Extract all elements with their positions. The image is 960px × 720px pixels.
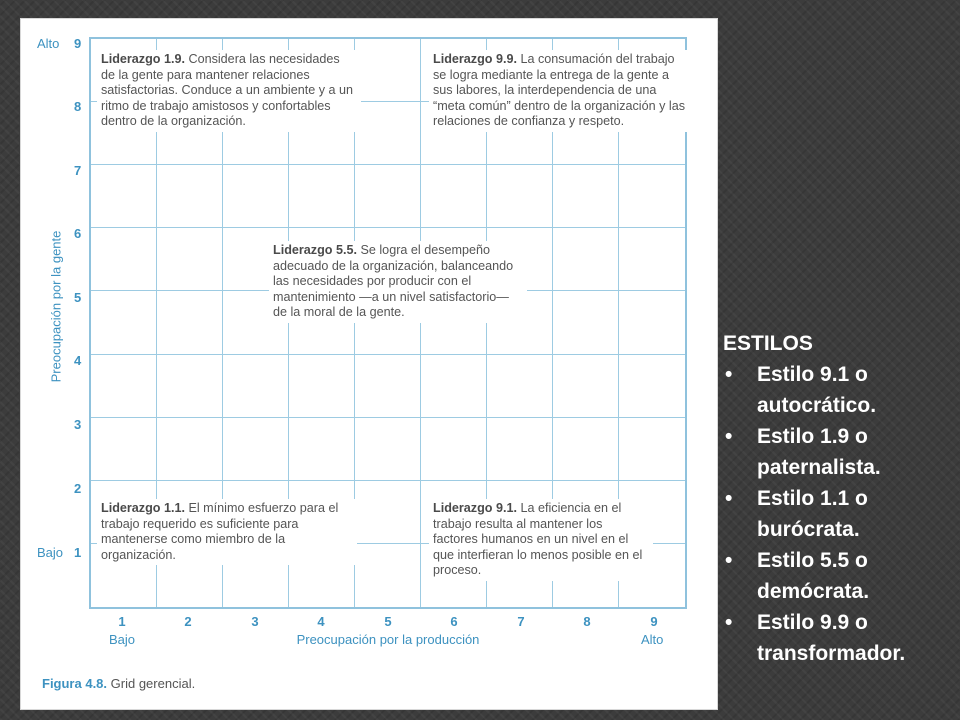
y-tick-4: 4	[74, 353, 82, 368]
leadership-5-5-box	[269, 241, 527, 323]
styles-title: ESTILOS	[723, 332, 813, 355]
y-tick-1: 1	[74, 545, 82, 560]
grid-cell	[553, 355, 619, 418]
leadership-1-9-box	[97, 50, 361, 132]
grid-cell	[157, 355, 223, 418]
y-axis-high-label: Alto	[37, 36, 60, 51]
style-item-5-5: • Estilo 5.5 o demócrata.	[723, 545, 955, 607]
leadership-9-1-box	[429, 499, 653, 581]
x-tick-6: 6	[450, 614, 458, 629]
grid-cell	[157, 228, 223, 291]
grid-cell	[619, 418, 685, 481]
grid-cell	[355, 102, 421, 165]
figure-caption	[42, 676, 195, 691]
grid-cell	[91, 165, 157, 228]
grid-cell	[355, 165, 421, 228]
grid-cell	[553, 165, 619, 228]
x-tick-9: 9	[650, 614, 658, 629]
y-tick-3: 3	[74, 417, 82, 432]
grid-cell	[223, 165, 289, 228]
leadership-9-1-title: Liderazgo 9.1.	[433, 501, 517, 515]
style-item-1-9: • Estilo 1.9 o paternalista.	[723, 421, 955, 483]
grid-cell	[157, 165, 223, 228]
grid-cell	[355, 418, 421, 481]
leadership-1-1-title: Liderazgo 1.1.	[101, 501, 185, 515]
grid-cell	[553, 291, 619, 354]
figure-caption-text: Grid gerencial.	[110, 676, 196, 691]
grid-cell	[223, 355, 289, 418]
grid-cell	[619, 355, 685, 418]
styles-panel	[723, 328, 955, 669]
leadership-1-1-box	[97, 499, 357, 565]
grid-cell	[487, 418, 553, 481]
leadership-1-9-text: Considera las necesidades de la gente para mantener relaciones satisfactorias. Conduce a un ambiente y a un ritmo de trabajo amistosos y confortables dentro de la organización.	[101, 52, 354, 129]
y-tick-2: 2	[74, 481, 82, 496]
y-tick-8: 8	[74, 99, 82, 114]
x-tick-4: 4	[317, 614, 325, 629]
leadership-9-1-text: La eficiencia en el trabajo resulta al mantener los factores humanos en un nivel en el que interfieran lo menos posible en el proceso.	[433, 501, 643, 578]
managerial-grid-figure	[20, 18, 718, 710]
leadership-1-1-text: El mínimo esfuerzo para el trabajo requerido es suficiente para mantenerse como miembro de la organización.	[101, 501, 339, 562]
grid-cell	[619, 165, 685, 228]
style-item-9-1: • Estilo 9.1 o autocrático.	[723, 359, 955, 421]
grid-cell	[355, 481, 421, 544]
y-tick-9: 9	[74, 36, 82, 51]
grid-cell	[157, 291, 223, 354]
grid-cell	[355, 39, 421, 102]
grid-cell	[91, 291, 157, 354]
grid-cell	[619, 291, 685, 354]
grid-cell	[223, 418, 289, 481]
x-tick-8: 8	[583, 614, 591, 629]
grid-cell	[421, 165, 487, 228]
grid-cell	[91, 228, 157, 291]
x-tick-7: 7	[517, 614, 525, 629]
grid-cell	[553, 228, 619, 291]
grid-cell	[91, 418, 157, 481]
grid-cell	[619, 228, 685, 291]
leadership-1-9-title: Liderazgo 1.9.	[101, 52, 185, 66]
leadership-9-9-title: Liderazgo 9.9.	[433, 52, 517, 66]
y-tick-7: 7	[74, 163, 82, 178]
style-item-9-9: • Estilo 9.9 o transformador.	[723, 607, 955, 669]
style-item-1-1: • Estilo 1.1 o burócrata.	[723, 483, 955, 545]
grid-cell	[487, 165, 553, 228]
y-axis-low-label: Bajo	[37, 545, 64, 560]
x-axis-low-label: Bajo	[109, 632, 136, 647]
x-tick-2: 2	[184, 614, 192, 629]
grid-cell	[421, 355, 487, 418]
x-axis-title: Preocupación por la producción	[296, 632, 480, 647]
grid-cell	[553, 418, 619, 481]
x-axis-high-label: Alto	[641, 632, 664, 647]
grid-cell	[355, 544, 421, 607]
grid-cell	[157, 418, 223, 481]
x-tick-1: 1	[118, 614, 126, 629]
grid-cell	[289, 418, 355, 481]
leadership-5-5-text: Se logra el desempeño adecuado de la organización, balanceando las necesidades por producir con el mantenimiento —a un nivel satisfactorio— de la moral de la gente.	[273, 243, 514, 320]
y-tick-6: 6	[74, 226, 82, 241]
leadership-5-5-title: Liderazgo 5.5.	[273, 243, 357, 257]
grid-cell	[487, 355, 553, 418]
grid-cell	[355, 355, 421, 418]
leadership-9-9-box	[429, 50, 691, 132]
grid-cell	[91, 355, 157, 418]
y-tick-5: 5	[74, 290, 82, 305]
styles-list	[723, 359, 955, 669]
leadership-9-9-text: La consumación del trabajo se logra mediante la entrega de la gente a sus labores, la interdependencia de una “meta común” dentro de la organización y las relaciones de confianza y respeto.	[433, 52, 686, 129]
x-tick-5: 5	[384, 614, 392, 629]
grid-cell	[421, 418, 487, 481]
y-axis-title: Preocupación por la gente	[48, 230, 64, 383]
x-tick-3: 3	[251, 614, 259, 629]
grid-cell	[289, 165, 355, 228]
figure-caption-label: Figura 4.8.	[42, 676, 108, 691]
grid-cell	[289, 355, 355, 418]
